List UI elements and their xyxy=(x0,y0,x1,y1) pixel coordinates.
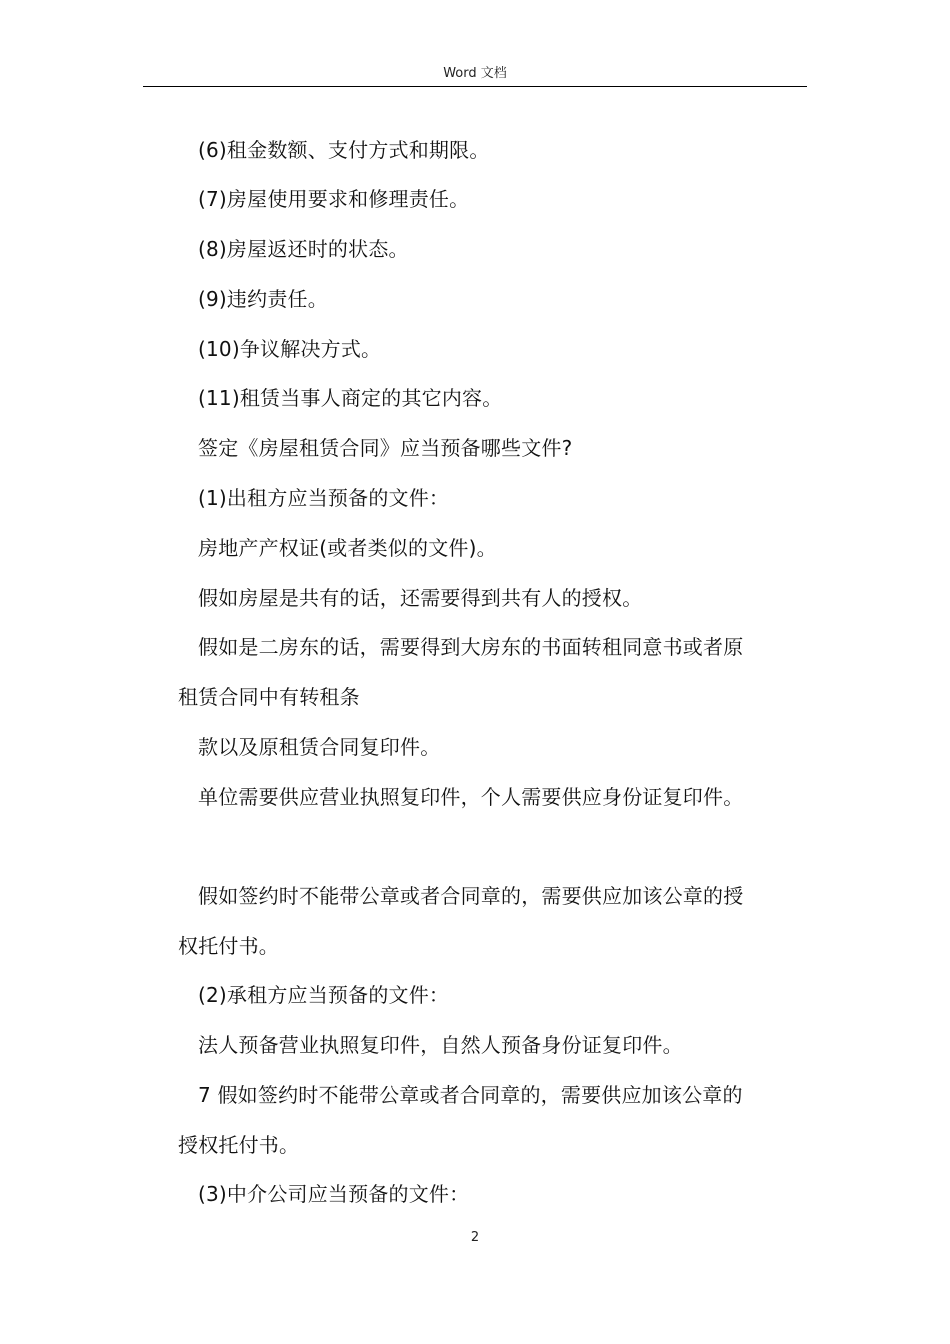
page-number: 2 xyxy=(470,1230,480,1245)
page-header: Word 文档 xyxy=(443,66,507,81)
paragraph-line: 租赁合同中有转租条 xyxy=(178,685,360,709)
paragraph-line: 授权托付书。 xyxy=(178,1133,300,1157)
paragraph-line: 假如房屋是共有的话，还需要得到共有人的授权。 xyxy=(198,586,643,610)
header-divider xyxy=(143,86,807,87)
paragraph-line: (9)违约责任。 xyxy=(198,287,328,311)
paragraph-line: 法人预备营业执照复印件，自然人预备身份证复印件。 xyxy=(198,1033,683,1057)
paragraph-line: (10)争议解决方式。 xyxy=(198,337,382,361)
paragraph-line: (11)租赁当事人商定的其它内容。 xyxy=(198,386,503,410)
paragraph-line: 签定《房屋租赁合同》应当预备哪些文件? xyxy=(198,436,573,460)
paragraph-line: 单位需要供应营业执照复印件，个人需要供应身份证复印件。 xyxy=(198,785,744,809)
paragraph-line: (2)承租方应当预备的文件： xyxy=(198,983,450,1007)
paragraph-line: (8)房屋返还时的状态。 xyxy=(198,237,409,261)
paragraph-line: (1)出租方应当预备的文件： xyxy=(198,486,450,510)
paragraph-line: (7)房屋使用要求和修理责任。 xyxy=(198,187,470,211)
paragraph-line: 权托付书。 xyxy=(178,934,279,958)
paragraph-line: (3)中介公司应当预备的文件： xyxy=(198,1182,470,1206)
paragraph-line: (6)租金数额、支付方式和期限。 xyxy=(198,138,490,162)
paragraph-line: 7 假如签约时不能带公章或者合同章的，需要供应加该公章的 xyxy=(198,1083,743,1107)
paragraph-line: 假如签约时不能带公章或者合同章的，需要供应加该公章的授 xyxy=(198,884,744,908)
paragraph-line: 房地产产权证(或者类似的文件)。 xyxy=(198,536,497,560)
paragraph-line: 款以及原租赁合同复印件。 xyxy=(198,735,441,759)
paragraph-line: 假如是二房东的话，需要得到大房东的书面转租同意书或者原 xyxy=(198,635,744,659)
